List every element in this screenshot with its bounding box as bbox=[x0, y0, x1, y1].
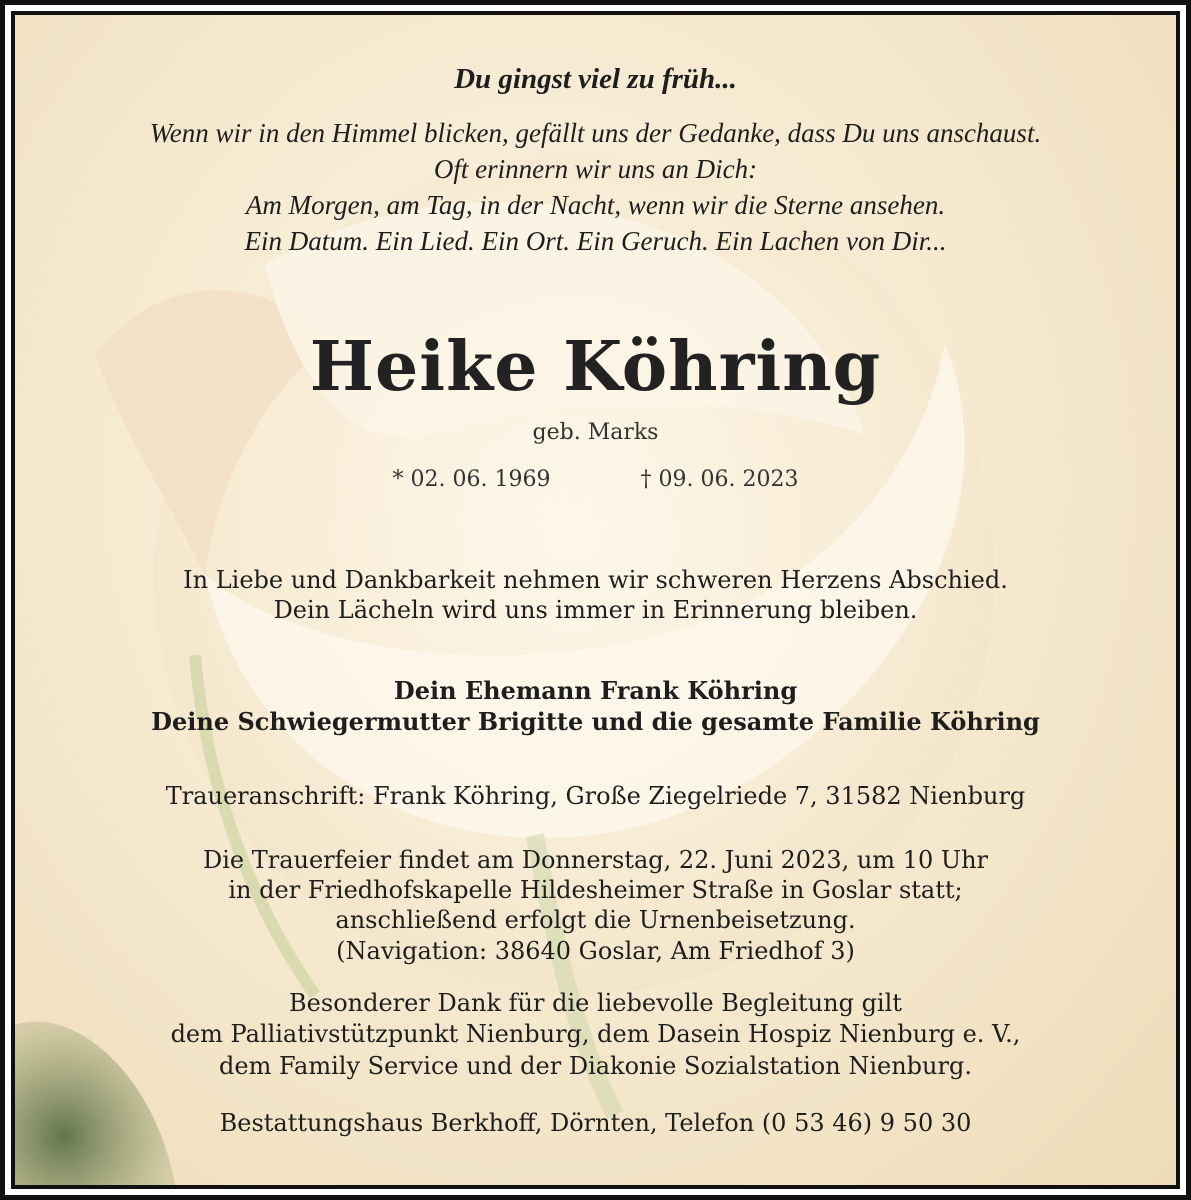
birth-date: * 02. 06. 1969 bbox=[392, 467, 551, 492]
ceremony-line: anschließend erfolgt die Urnenbeisetzung. bbox=[335, 906, 856, 934]
birth-name: geb. Marks bbox=[532, 420, 659, 445]
ceremony-line: in der Friedhofskapelle Hildesheimer Straße in Goslar statt; bbox=[228, 876, 963, 904]
mourning-address: Traueranschrift: Frank Köhring, Große Ziegelriede 7, 31582 Nienburg bbox=[165, 782, 1026, 810]
poem-line: Ein Datum. Ein Lied. Ein Ort. Ein Geruch. Ein Lachen von Dir... bbox=[244, 226, 947, 256]
funeral-home: Bestattungshaus Berkhoff, Dörnten, Telefon (0 53 46) 9 50 30 bbox=[219, 1109, 972, 1137]
motto: Du gingst viel zu früh... bbox=[454, 63, 737, 95]
poem-line: Wenn wir in den Himmel blicken, gefällt uns der Gedanke, dass Du uns anschaust. bbox=[149, 118, 1042, 148]
obituary-content bbox=[15, 15, 1176, 1185]
thanks-line: dem Palliativstützpunkt Nienburg, dem Dasein Hospiz Nienburg e. V., bbox=[170, 1020, 1021, 1048]
farewell-line: Dein Lächeln wird uns immer in Erinnerung bleiben. bbox=[273, 596, 918, 624]
mourner-line: Deine Schwiegermutter Brigitte und die gesamte Familie Köhring bbox=[151, 707, 1040, 736]
life-dates bbox=[15, 467, 1176, 492]
death-date: † 09. 06. 2023 bbox=[640, 467, 799, 492]
thanks-line: dem Family Service und der Diakonie Sozialstation Nienburg. bbox=[219, 1052, 972, 1080]
thanks-line: Besonderer Dank für die liebevolle Begleitung gilt bbox=[289, 989, 902, 1017]
poem-line: Oft erinnern wir uns an Dich: bbox=[433, 154, 758, 184]
poem-line: Am Morgen, am Tag, in der Nacht, wenn wir die Sterne ansehen. bbox=[245, 190, 946, 220]
ceremony-line: Die Trauerfeier findet am Donnerstag, 22. Juni 2023, um 10 Uhr bbox=[202, 846, 989, 874]
obituary-card bbox=[11, 11, 1180, 1189]
farewell-line: In Liebe und Dankbarkeit nehmen wir schweren Herzens Abschied. bbox=[183, 566, 1008, 594]
ceremony-line: (Navigation: 38640 Goslar, Am Friedhof 3) bbox=[336, 937, 855, 965]
mourner-line: Dein Ehemann Frank Köhring bbox=[393, 676, 798, 705]
deceased-name: Heike Köhring bbox=[309, 327, 882, 407]
